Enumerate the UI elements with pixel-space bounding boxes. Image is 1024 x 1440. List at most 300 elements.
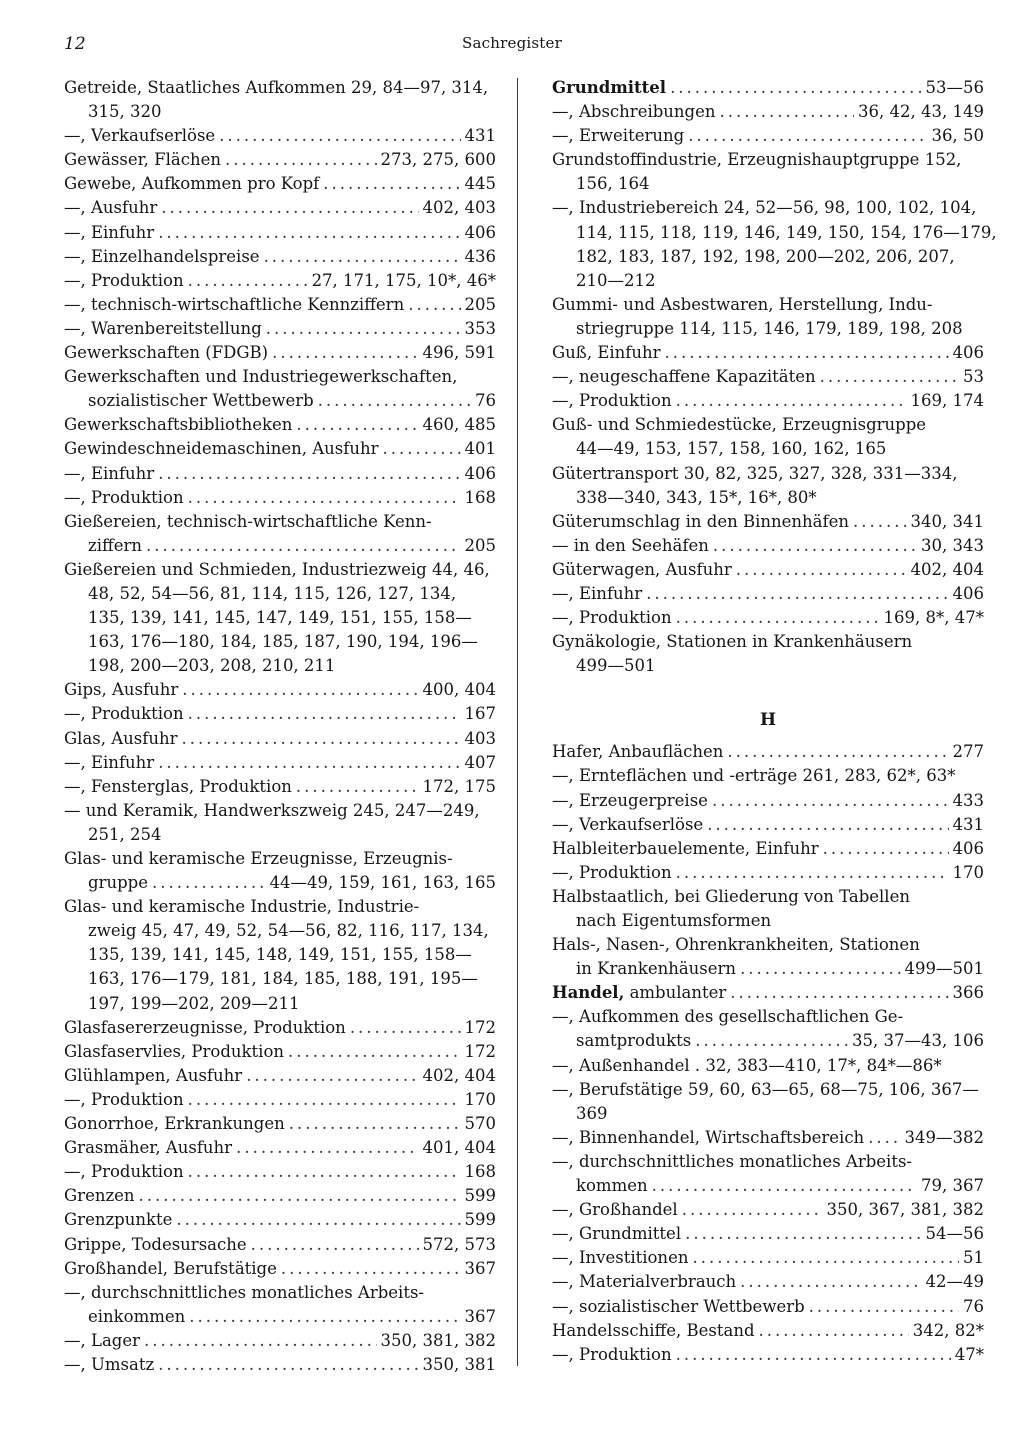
index-entry — [552, 740, 984, 764]
index-entry-line — [64, 895, 496, 919]
entry-term: —, Produktion — [552, 391, 672, 411]
index-entry-line — [64, 1305, 496, 1329]
index-entry — [64, 558, 496, 678]
page-references: 431 — [464, 126, 496, 146]
index-entry — [552, 885, 984, 933]
index-entry-line — [552, 789, 984, 813]
page-references: 406 — [952, 838, 984, 858]
index-entry-line — [552, 813, 984, 837]
dot-leader — [682, 1198, 823, 1222]
index-entry — [64, 1208, 496, 1232]
index-entry — [64, 413, 496, 437]
index-entry — [64, 172, 496, 196]
index-entry-line — [552, 957, 984, 981]
entry-term: Gewindeschneidemaschinen, Ausfuhr — [64, 439, 379, 459]
entry-term: 135, 139, 141, 145, 148, 149, 151, 155, 158— — [88, 945, 472, 965]
entry-term: —, Einfuhr — [552, 583, 643, 603]
entry-term: —, Erzeugerpreise — [552, 790, 708, 810]
entry-term: 197, 199—202, 209—211 — [88, 993, 300, 1013]
entry-term: —, Binnenhandel, Wirtschaftsbereich — [552, 1127, 865, 1147]
page-references: 167 — [464, 704, 496, 724]
index-entry-line — [64, 510, 496, 534]
page-references: 342, 82* — [912, 1320, 984, 1340]
page-references: 599 — [464, 1186, 496, 1206]
index-entry-line — [64, 1064, 496, 1088]
index-entry-line — [552, 245, 984, 269]
entry-term: Grenzen — [64, 1186, 135, 1206]
entry-term: —, Produktion — [64, 1162, 184, 1182]
index-entry — [552, 933, 984, 981]
dot-leader — [707, 813, 948, 837]
entry-term: — in den Seehäfen — [552, 535, 709, 555]
dot-leader — [152, 871, 266, 895]
dot-leader — [139, 1184, 461, 1208]
entry-term: Gewässer, Flächen — [64, 150, 221, 170]
column-divider — [517, 78, 518, 1366]
entry-term: —, Berufstätige 59, 60, 63—65, 68—75, 106, 367— — [552, 1079, 979, 1099]
entry-term: Gewebe, Aufkommen pro Kopf — [64, 174, 320, 194]
index-entry-line — [552, 837, 984, 861]
index-entry-line — [552, 1126, 984, 1150]
index-entry — [552, 1343, 984, 1367]
index-entry-line — [64, 967, 496, 991]
index-entry — [64, 678, 496, 702]
entry-term: —, Einfuhr — [64, 463, 155, 483]
index-entry — [552, 1150, 984, 1198]
index-entry-line — [552, 534, 984, 558]
entry-term: —, Umsatz — [64, 1354, 155, 1374]
index-entry-line — [552, 1222, 984, 1246]
index-entry — [552, 124, 984, 148]
index-entry-line — [552, 1029, 984, 1053]
dot-leader — [219, 124, 460, 148]
entry-term: —, durchschnittliches monatliches Arbeits- — [552, 1151, 912, 1171]
dot-leader — [296, 775, 419, 799]
index-entry-line — [552, 510, 984, 534]
index-entry-line — [64, 365, 496, 389]
page-references: 445 — [464, 174, 496, 194]
index-entry-line — [64, 1281, 496, 1305]
entry-term: ziffern — [88, 535, 142, 555]
page-references: 460, 485 — [422, 415, 496, 435]
entry-term: Glas- und keramische Industrie, Industrie- — [64, 897, 420, 917]
index-entry — [64, 1184, 496, 1208]
page-references: 402, 404 — [422, 1065, 496, 1085]
index-entry-line — [552, 341, 984, 365]
running-title: Sachregister — [462, 34, 562, 52]
dot-leader — [188, 1088, 461, 1112]
dot-leader — [188, 702, 461, 726]
dot-leader — [288, 1040, 460, 1064]
index-entry-line — [552, 269, 984, 293]
index-entry — [64, 1088, 496, 1112]
index-entry-line — [64, 172, 496, 196]
index-entry-line — [64, 221, 496, 245]
page-references: 79, 367 — [921, 1176, 984, 1196]
index-entry-line — [64, 823, 496, 847]
index-entry — [64, 462, 496, 486]
index-entry-line — [64, 702, 496, 726]
index-entry — [64, 293, 496, 317]
index-entry — [64, 847, 496, 895]
entry-term: Gewerkschaftsbibliotheken — [64, 415, 293, 435]
index-entry-line — [64, 534, 496, 558]
page-references: 349—382 — [904, 1127, 984, 1147]
index-entry-line — [64, 558, 496, 582]
dot-leader — [189, 1305, 460, 1329]
page-references: 407 — [464, 752, 496, 772]
dot-leader — [289, 1112, 461, 1136]
page-references: 36, 50 — [931, 126, 984, 146]
entry-term: Gips, Ausfuhr — [64, 680, 179, 700]
entry-term: —, Produktion — [552, 1344, 672, 1364]
index-entry-line — [552, 172, 984, 196]
index-entry-line — [64, 1329, 496, 1353]
entry-term: —, Einfuhr — [64, 752, 155, 772]
index-entry-line — [552, 1295, 984, 1319]
index-entry — [64, 486, 496, 510]
index-entry — [64, 1040, 496, 1064]
page-references: 205 — [464, 294, 496, 314]
index-entry-line — [64, 654, 496, 678]
index-entry-line — [552, 1319, 984, 1343]
page-references: 406 — [464, 222, 496, 242]
index-entry-line — [64, 847, 496, 871]
index-entry — [552, 1005, 984, 1053]
index-entry-line — [552, 124, 984, 148]
entry-term: —, Produktion — [552, 862, 672, 882]
index-entry — [552, 789, 984, 813]
entry-term: Grippe, Todesursache — [64, 1234, 247, 1254]
index-entry-line — [64, 1040, 496, 1064]
entry-term: Gießereien und Schmieden, Industriezweig 44, 46, — [64, 559, 490, 579]
entry-term: Glas, Ausfuhr — [64, 728, 178, 748]
page-references: 350, 381 — [422, 1354, 496, 1374]
index-entry — [64, 124, 496, 148]
index-entry — [552, 1270, 984, 1294]
dot-leader — [740, 1270, 921, 1294]
entry-term: in Krankenhäusern — [576, 959, 737, 979]
index-entry — [552, 148, 984, 196]
entry-term: —, Produktion — [552, 608, 672, 628]
dot-leader — [158, 462, 460, 486]
dot-leader — [408, 293, 460, 317]
index-entry — [64, 1233, 496, 1257]
index-entry — [64, 221, 496, 245]
index-entry — [552, 534, 984, 558]
index-entry-line — [552, 1198, 984, 1222]
page-references: 42—49 — [925, 1272, 984, 1292]
dot-leader — [676, 861, 949, 885]
page-references: 402, 403 — [422, 198, 496, 218]
index-entry-line — [552, 909, 984, 933]
index-entry — [64, 727, 496, 751]
dot-leader — [676, 1343, 951, 1367]
entry-term: 499—501 — [576, 656, 656, 676]
dot-leader — [182, 678, 418, 702]
dot-leader — [740, 957, 900, 981]
dot-leader — [823, 837, 949, 861]
entry-term: Grenzpunkte — [64, 1210, 173, 1230]
index-entry — [552, 413, 984, 461]
index-entry-line — [552, 981, 984, 1005]
index-entry-line — [552, 933, 984, 957]
page-references: 572, 573 — [422, 1234, 496, 1254]
dot-leader — [225, 148, 377, 172]
index-entry-line — [552, 100, 984, 124]
page-references: 51 — [963, 1248, 984, 1268]
entry-term: Gummi- und Asbestwaren, Herstellung, Indu- — [552, 294, 933, 314]
entry-term: —, Einfuhr — [64, 222, 155, 242]
index-entry — [64, 269, 496, 293]
index-entry-line — [552, 221, 997, 245]
index-entry-line — [64, 196, 496, 220]
index-entry — [552, 462, 984, 510]
index-entry — [64, 1136, 496, 1160]
index-entry — [64, 317, 496, 341]
entry-term: Glühlampen, Ausfuhr — [64, 1065, 243, 1085]
entry-term: Gynäkologie, Stationen in Krankenhäusern — [552, 632, 913, 652]
page-references: 401 — [464, 439, 496, 459]
entry-term: Glasfaservlies, Produktion — [64, 1041, 285, 1061]
entry-term: —, Außenhandel . 32, 383—410, 17*, 84*—86* — [552, 1055, 942, 1075]
index-entry-line — [552, 1150, 984, 1174]
index-entry-line — [552, 1246, 984, 1270]
dot-leader — [665, 341, 949, 365]
dot-leader — [809, 1295, 959, 1319]
index-entry-line — [64, 1160, 496, 1184]
dot-leader — [272, 341, 418, 365]
index-entry-line — [64, 727, 496, 751]
dot-leader — [146, 534, 461, 558]
index-entry — [552, 365, 984, 389]
entry-term: Grundmittel — [552, 78, 667, 97]
page-references: 436 — [464, 246, 496, 266]
dot-leader — [670, 76, 921, 100]
entry-term: Halbleiterbauelemente, Einfuhr — [552, 838, 819, 858]
dot-leader — [350, 1016, 461, 1040]
index-entry-line — [64, 630, 496, 654]
index-entry-line — [552, 1343, 984, 1367]
page-references: 401, 404 — [422, 1138, 496, 1158]
page-references: 499—501 — [904, 959, 984, 979]
index-entry — [552, 764, 984, 788]
index-entry — [64, 1329, 496, 1353]
page-references: 366 — [952, 983, 984, 1003]
index-entry — [552, 510, 984, 534]
dot-leader — [676, 606, 880, 630]
page-references: 169, 174 — [910, 391, 984, 411]
dot-leader — [158, 221, 460, 245]
index-entry — [64, 1064, 496, 1088]
index-entry — [64, 799, 496, 847]
page-references: 350, 367, 381, 382 — [826, 1200, 984, 1220]
index-entry-line — [64, 1233, 496, 1257]
index-entry — [552, 196, 997, 292]
entry-term: zweig 45, 47, 49, 52, 54—56, 82, 116, 117, 134, — [88, 921, 489, 941]
index-entry — [552, 1126, 984, 1150]
index-entry-line — [64, 124, 496, 148]
page-references: 47* — [954, 1344, 984, 1364]
page-references: 367 — [464, 1258, 496, 1278]
entry-term: —, Produktion — [64, 270, 184, 290]
index-entry-line — [552, 148, 984, 172]
index-entry — [552, 1295, 984, 1319]
index-entry — [552, 293, 984, 341]
entry-term: Getreide, Staatliches Aufkommen 29, 84—97, 314, — [64, 78, 489, 97]
entry-term: einkommen — [88, 1306, 186, 1326]
entry-term: Halbstaatlich, bei Gliederung von Tabellen — [552, 886, 910, 906]
index-entry-line — [64, 751, 496, 775]
index-entry — [64, 895, 496, 1015]
index-entry-line — [64, 462, 496, 486]
entry-term: —, Abschreibungen — [552, 102, 716, 122]
entry-term: Güterumschlag in den Binnenhäfen — [552, 511, 849, 531]
index-entry-line — [64, 100, 496, 124]
index-entry — [64, 1112, 496, 1136]
index-entry-line — [552, 1005, 984, 1029]
entry-term: gruppe — [88, 873, 148, 893]
dot-leader — [730, 981, 948, 1005]
dot-leader — [188, 1160, 461, 1184]
entry-term: Glas- und keramische Erzeugnisse, Erzeugnis- — [64, 849, 453, 868]
index-entry — [64, 437, 496, 461]
entry-term: kommen — [576, 1176, 648, 1196]
index-entry-line — [552, 630, 984, 654]
page-references: 76 — [475, 391, 496, 411]
entry-term: 135, 139, 141, 145, 147, 149, 151, 155, 158— — [88, 608, 472, 628]
page-references: 406 — [952, 583, 984, 603]
entry-term: —, Produktion — [64, 487, 184, 507]
index-entry-line — [64, 871, 496, 895]
page-references: 431 — [952, 814, 984, 834]
index-entry-line — [552, 1078, 984, 1102]
entry-term: —, sozialistischer Wettbewerb — [552, 1296, 805, 1316]
dot-leader — [720, 100, 855, 124]
dot-leader — [296, 413, 418, 437]
page-references: 205 — [464, 535, 496, 555]
index-entry — [64, 341, 496, 365]
entry-term: —, neugeschaffene Kapazitäten — [552, 367, 816, 387]
entry-term: —, Lager — [64, 1330, 140, 1350]
entry-term: 48, 52, 54—56, 81, 114, 115, 126, 127, 134, — [88, 583, 457, 603]
index-entry-line — [552, 196, 984, 220]
index-entry — [552, 1222, 984, 1246]
index-entry — [64, 751, 496, 775]
index-entry-line — [552, 1174, 984, 1198]
index-entry-line — [64, 437, 496, 461]
page-references: 170 — [464, 1089, 496, 1109]
index-entry-line — [552, 293, 984, 317]
entry-term: Handel, ambulanter — [552, 983, 727, 1003]
page-references: 406 — [952, 343, 984, 363]
entry-term: Gewerkschaften (FDGB) — [64, 343, 269, 363]
index-entry — [552, 981, 984, 1005]
index-entry — [64, 76, 496, 124]
index-entry-line — [552, 76, 984, 100]
index-entry-line — [64, 992, 496, 1016]
index-entry — [64, 148, 496, 172]
entry-term: —, Fensterglas, Produktion — [64, 776, 292, 796]
index-entry — [552, 100, 984, 124]
dot-leader — [646, 582, 948, 606]
dot-leader — [158, 751, 460, 775]
page-references: 172 — [464, 1017, 496, 1037]
index-entry — [552, 1198, 984, 1222]
index-entry-line — [64, 582, 496, 606]
index-entry-line — [552, 740, 984, 764]
entry-term: 163, 176—180, 184, 185, 187, 190, 194, 196— — [88, 632, 478, 652]
entry-term: 369 — [576, 1103, 608, 1123]
entry-term: Grasmäher, Ausfuhr — [64, 1138, 233, 1158]
index-entry — [552, 389, 984, 413]
page-references: 30, 343 — [921, 535, 984, 555]
dot-leader — [759, 1319, 909, 1343]
index-entry — [552, 341, 984, 365]
index-entry-line — [552, 486, 984, 510]
entry-term: —, Verkaufserlöse — [64, 126, 216, 146]
dot-leader — [161, 196, 418, 220]
entry-term: 44—49, 153, 157, 158, 160, 162, 165 — [576, 439, 887, 459]
index-entry — [64, 1016, 496, 1040]
page-references: 54—56 — [925, 1224, 984, 1244]
entry-term: —, Einzelhandelspreise — [64, 246, 260, 266]
entry-term: —, Investitionen — [552, 1248, 689, 1268]
dot-leader — [652, 1174, 917, 1198]
dot-leader — [323, 172, 460, 196]
entry-term: 156, 164 — [576, 174, 650, 194]
dot-leader — [676, 389, 907, 413]
index-entry-line — [64, 919, 496, 943]
dot-leader — [246, 1064, 418, 1088]
dot-leader — [688, 124, 927, 148]
index-entry-line — [64, 799, 496, 823]
index-entry — [552, 1319, 984, 1343]
index-entry-line — [552, 606, 984, 630]
entry-term: —, Produktion — [64, 1089, 184, 1109]
dot-leader — [281, 1257, 461, 1281]
index-entry-line — [64, 293, 496, 317]
index-entry — [64, 1160, 496, 1184]
page-references: 168 — [464, 487, 496, 507]
index-entry — [552, 837, 984, 861]
entry-term: —, Warenbereitstellung — [64, 318, 262, 338]
page-references: 35, 37—43, 106 — [852, 1031, 984, 1051]
dot-leader — [264, 245, 461, 269]
dot-leader — [188, 486, 461, 510]
entry-term: 315, 320 — [88, 102, 162, 122]
page-references: 172 — [464, 1041, 496, 1061]
dot-leader — [868, 1126, 900, 1150]
dot-leader — [188, 269, 308, 293]
dot-leader — [266, 317, 461, 341]
index-entry-line — [64, 606, 496, 630]
index-entry — [64, 1281, 496, 1329]
index-entry-line — [552, 861, 984, 885]
index-entry — [552, 813, 984, 837]
dot-leader — [383, 437, 461, 461]
dot-leader — [144, 1329, 377, 1353]
index-entry-line — [64, 148, 496, 172]
dot-leader — [236, 1136, 418, 1160]
dot-leader — [158, 1353, 418, 1377]
entry-term: —, durchschnittliches monatliches Arbeits- — [64, 1282, 424, 1302]
entry-term: striegruppe 114, 115, 146, 179, 189, 198, 208 — [576, 318, 963, 338]
index-column-left — [64, 76, 496, 1377]
index-entry-line — [64, 317, 496, 341]
index-entry-line — [64, 245, 496, 269]
page-references: 433 — [952, 790, 984, 810]
